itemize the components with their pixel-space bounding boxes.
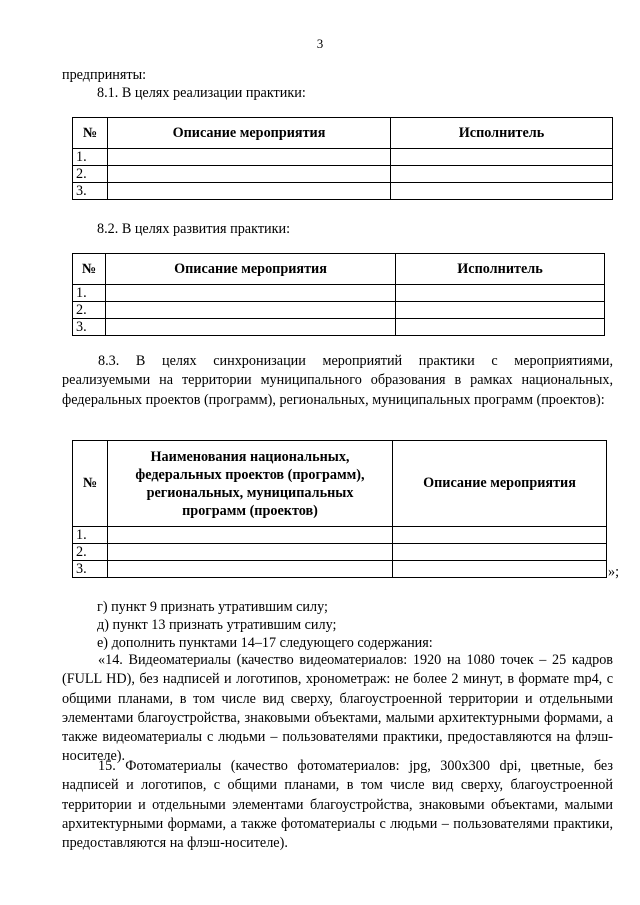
- table-row: [73, 302, 605, 319]
- section-8-1-heading: 8.1. В целях реализации практики:: [97, 85, 306, 101]
- cell-description: [108, 166, 391, 183]
- row-number: 3.: [73, 561, 108, 578]
- cell-programs: [108, 527, 393, 544]
- table-row: [73, 544, 607, 561]
- cell-description: [393, 544, 607, 561]
- cell-description: [106, 302, 396, 319]
- header-description: Описание мероприятия: [106, 254, 396, 285]
- header-executor: Исполнитель: [396, 254, 605, 285]
- section-8-3-heading: [62, 352, 613, 410]
- cell-programs: [108, 561, 393, 578]
- header-number: №: [73, 118, 108, 149]
- item-g: г) пункт 9 признать утратившим силу;: [97, 599, 328, 615]
- cell-description: [393, 527, 607, 544]
- cell-description: [393, 561, 607, 578]
- row-number: 2.: [73, 544, 108, 561]
- table-row: [73, 183, 613, 200]
- row-number: 2.: [73, 302, 106, 319]
- header-executor: Исполнитель: [391, 118, 613, 149]
- cell-programs: [108, 544, 393, 561]
- header-number: №: [73, 254, 106, 285]
- closing-quote: »;: [608, 564, 620, 580]
- table-row: [73, 149, 613, 166]
- paragraph-14: «14. Видеоматериалы (качество видеоматериалов: 1920 на 1080 точек – 25 кадров (FULL HD), без надписей и логотипов, хронометраж: не более 2 минут, в формате mp4, с общими планами, в том числе вид сверху, благоустроенной территории и отдельными элементами благоустройства, знаковыми объектами, малыми архитектурными формами, а также видеоматериалы с людьми – пользователями практики, предоставляются на флэш-носителе).: [62, 652, 613, 765]
- paragraph-14-block: [62, 651, 613, 767]
- cell-executor: [396, 319, 605, 336]
- page-number: 3: [316, 36, 324, 51]
- table-row: [73, 319, 605, 336]
- cell-executor: [396, 302, 605, 319]
- cell-description: [108, 183, 391, 200]
- item-e: е) дополнить пунктами 14–17 следующего содержания:: [97, 635, 433, 651]
- header-number: №: [73, 441, 108, 527]
- cell-description: [106, 319, 396, 336]
- cell-description: [106, 285, 396, 302]
- intro-line: предприняты:: [62, 67, 147, 83]
- table-8-1: [72, 117, 613, 200]
- cell-executor: [391, 166, 613, 183]
- row-number: 2.: [73, 166, 108, 183]
- table-row: [73, 527, 607, 544]
- header-description: Описание мероприятия: [393, 441, 607, 527]
- row-number: 1.: [73, 527, 108, 544]
- table-row: [73, 166, 613, 183]
- table-8-3: [72, 440, 607, 578]
- paragraph-15: 15. Фотоматериалы (качество фотоматериалов: jpg, 300x300 dpi, цветные, без надписей и логотипов, с общими планами, в том числе вид сверху, благоустроенной территории и отдельными элементами благоустройства, знаковыми объектами, малыми архитектурными формами, а также фотоматериалы с людьми – пользователями практики, предоставляются на флэш-носителе).: [62, 758, 613, 852]
- row-number: 1.: [73, 149, 108, 166]
- cell-description: [108, 149, 391, 166]
- cell-executor: [391, 183, 613, 200]
- row-number: 3.: [73, 183, 108, 200]
- header-description: Описание мероприятия: [108, 118, 391, 149]
- header-programs: Наименования национальных, федеральных проектов (программ), региональных, муниципальных программ (проектов): [108, 441, 393, 527]
- table-8-2: [72, 253, 605, 336]
- section-8-2-heading: 8.2. В целях развития практики:: [97, 221, 291, 237]
- table-row: [73, 285, 605, 302]
- cell-executor: [391, 149, 613, 166]
- paragraph-15-block: [62, 757, 613, 853]
- section-8-3-text: 8.3. В целях синхронизации мероприятий практики с мероприятиями, реализуемыми на территории муниципального образования в рамках национальных, федеральных проектов (программ), региональных, муниципальных программ (проектов):: [62, 353, 613, 408]
- cell-executor: [396, 285, 605, 302]
- item-d: д) пункт 13 признать утратившим силу;: [97, 617, 337, 633]
- table-row: [73, 561, 607, 578]
- row-number: 3.: [73, 319, 106, 336]
- row-number: 1.: [73, 285, 106, 302]
